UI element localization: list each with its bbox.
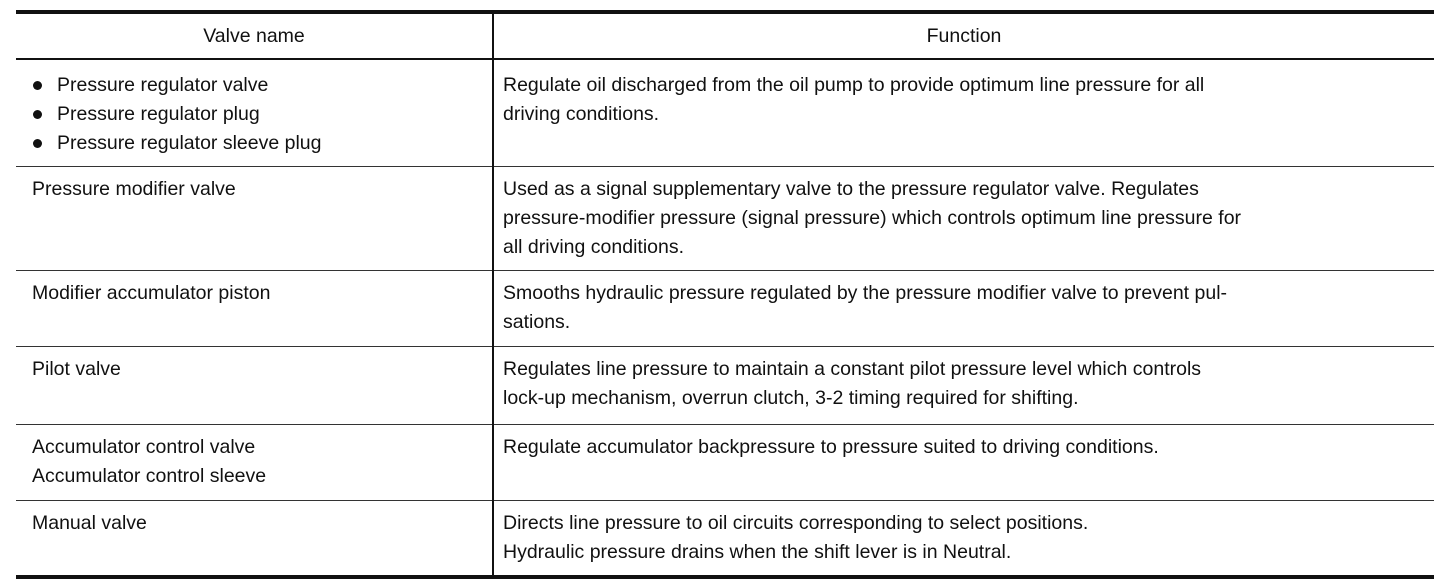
function-cell xyxy=(493,501,1434,578)
bullet-icon xyxy=(33,81,42,90)
table-row xyxy=(16,271,1434,347)
table-row xyxy=(16,425,1434,501)
valve-name-line: Modifier accumulator piston xyxy=(32,282,271,304)
valve-name-cell xyxy=(16,167,493,271)
function-line: Regulate oil discharged from the oil pump to provide optimum line pressure for all xyxy=(503,74,1205,96)
function-line: all driving conditions. xyxy=(503,236,685,258)
valve-name-cell xyxy=(16,501,493,578)
function-cell xyxy=(493,59,1434,167)
valve-name-cell xyxy=(16,347,493,425)
valve-name-line: Pilot valve xyxy=(32,358,121,380)
function-line: Regulate accumulator backpressure to pressure suited to driving conditions. xyxy=(503,436,1159,458)
function-cell xyxy=(493,167,1434,271)
function-line: Smooths hydraulic pressure regulated by the pressure modifier valve to prevent pul- xyxy=(503,282,1228,304)
table-row xyxy=(16,59,1434,167)
table-row xyxy=(16,167,1434,271)
valve-name-cell xyxy=(16,271,493,347)
header-row xyxy=(16,12,1434,59)
function-line: Regulates line pressure to maintain a constant pilot pressure level which controls xyxy=(503,358,1202,380)
function-line: sations. xyxy=(503,311,571,333)
function-line: Used as a signal supplementary valve to the pressure regulator valve. Regulates xyxy=(503,178,1199,200)
valve-name-line: Manual valve xyxy=(32,512,147,534)
function-line: pressure-modifier pressure (signal pressure) which controls optimum line pressure for xyxy=(503,207,1242,229)
valve-name-cell xyxy=(16,425,493,501)
table-row xyxy=(16,347,1434,425)
bullet-icon xyxy=(33,110,42,119)
valve-name-line: Accumulator control sleeve xyxy=(32,465,267,487)
function-line: Hydraulic pressure drains when the shift lever is in Neutral. xyxy=(503,541,1012,563)
valve-function-table xyxy=(16,10,1434,579)
function-cell xyxy=(493,347,1434,425)
valve-function-table-container xyxy=(16,10,1434,579)
valve-name-line: Accumulator control valve xyxy=(32,436,256,458)
function-line: driving conditions. xyxy=(503,103,660,125)
function-cell xyxy=(493,425,1434,501)
valve-name-line: Pressure regulator plug xyxy=(32,100,492,129)
function-line: Directs line pressure to oil circuits corresponding to select positions. xyxy=(503,512,1089,534)
table-row xyxy=(16,501,1434,578)
function-cell xyxy=(493,271,1434,347)
valve-name-cell xyxy=(16,59,493,167)
table-header xyxy=(16,12,1434,59)
valve-name-line: Pressure regulator valve xyxy=(32,71,492,100)
function-header: Function xyxy=(926,24,1002,47)
bullet-icon xyxy=(33,139,42,148)
valve-name-line: Pressure modifier valve xyxy=(32,178,236,200)
function-line: lock-up mechanism, overrun clutch, 3-2 timing required for shifting. xyxy=(503,387,1079,409)
table-body xyxy=(16,59,1434,577)
valve-name-line: Pressure regulator sleeve plug xyxy=(32,129,492,158)
valve-name-header: Valve name xyxy=(16,12,493,59)
